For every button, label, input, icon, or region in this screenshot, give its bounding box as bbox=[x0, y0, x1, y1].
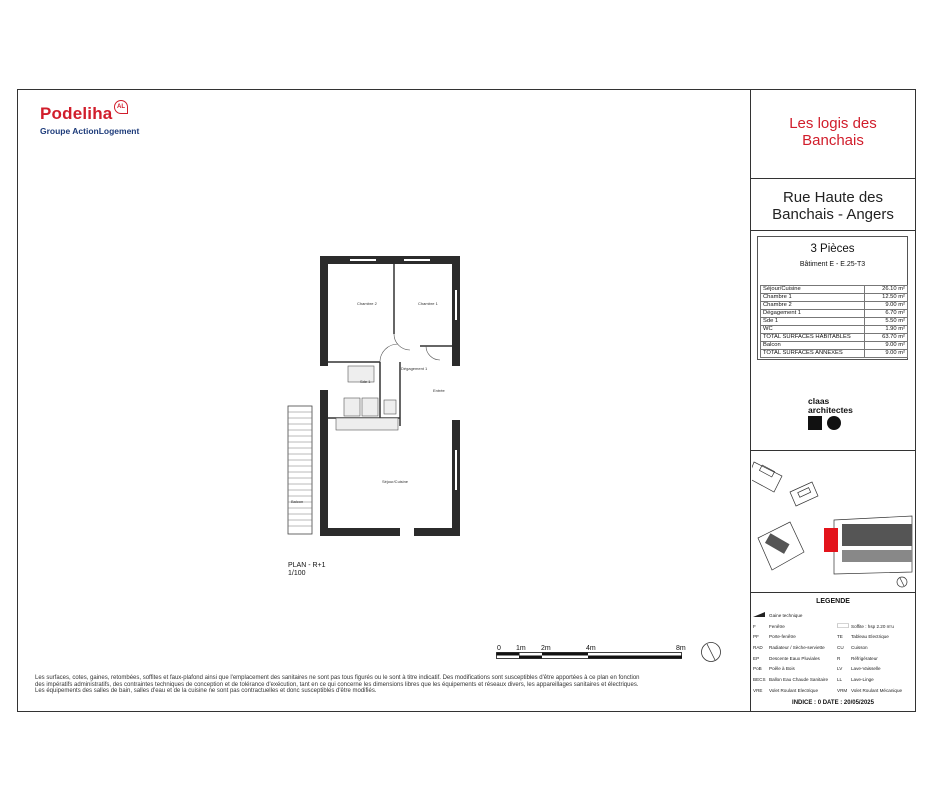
legend bbox=[753, 610, 913, 696]
logo-name: Podeliha bbox=[40, 104, 113, 123]
surface-label: Dégagement 1 bbox=[761, 310, 865, 318]
legend-desc: Cuisson bbox=[851, 644, 868, 650]
legend-desc: Soffite : hsp 2.20 m'u bbox=[851, 623, 894, 629]
legend-code: BECS bbox=[753, 676, 766, 682]
legend-code: VRM bbox=[837, 687, 848, 693]
legend-desc: Fenêtre bbox=[769, 623, 785, 629]
surface-value: 6.70 m² bbox=[865, 310, 908, 318]
address-line: Rue Haute des bbox=[782, 189, 884, 206]
legend-desc: Porte-fenêtre bbox=[769, 634, 796, 640]
legend-desc: Ballon Eau Chaude Sanitaire bbox=[769, 676, 828, 682]
legend-desc: Réfrigérateur bbox=[851, 655, 878, 661]
legend-desc: Volet Roulant Electrique bbox=[769, 687, 819, 693]
kitchen-fixtures bbox=[336, 366, 398, 430]
surface-label: TOTAL SURFACES ANNEXES bbox=[761, 350, 865, 358]
legend-row bbox=[753, 685, 913, 696]
surface-value: 9.00 m² bbox=[865, 342, 908, 350]
surface-value: 63.70 m² bbox=[865, 334, 908, 342]
table-row bbox=[761, 326, 908, 334]
plan-label bbox=[288, 562, 326, 578]
surface-value: 9.00 m² bbox=[865, 302, 908, 310]
title-block-divider bbox=[750, 450, 916, 451]
plan-level: PLAN - R+1 bbox=[288, 562, 326, 569]
architect-name: architectes bbox=[808, 405, 853, 415]
legend-desc: Gaine technique bbox=[769, 612, 803, 618]
surface-table bbox=[760, 285, 908, 358]
title-block-divider bbox=[750, 592, 916, 593]
legend-row bbox=[753, 653, 913, 664]
legend-code: EP bbox=[753, 655, 760, 661]
scale-label: 8m bbox=[676, 645, 686, 652]
surface-value: 5.50 m² bbox=[865, 318, 908, 326]
table-row bbox=[761, 350, 908, 358]
legend-row bbox=[753, 663, 913, 674]
podeliha-logo bbox=[40, 104, 139, 136]
legend-code: F bbox=[753, 623, 756, 629]
hatch-icon bbox=[837, 623, 849, 628]
legend-desc: Poêle à Bois bbox=[769, 666, 795, 672]
surface-label: Séjour/Cuisine bbox=[761, 286, 865, 294]
disclaimer bbox=[35, 675, 725, 695]
duct-icon bbox=[753, 612, 765, 617]
legend-row bbox=[753, 610, 913, 621]
room-label-degagement: Dégagement 1 bbox=[401, 366, 428, 371]
unit-reference: Bâtiment E - E.25-T3 bbox=[799, 261, 866, 268]
logo-badge: AL bbox=[114, 100, 128, 114]
disclaimer-line: Les équipements des salles de bain, salles d'eau et de la cuisine ne sont pas contractuelles et donc susceptibles d'être modifiés. bbox=[35, 688, 377, 695]
doors bbox=[380, 334, 440, 362]
table-row bbox=[761, 334, 908, 342]
room-label-chambre-2: Chambre 2 bbox=[357, 301, 377, 306]
floor-plan bbox=[280, 250, 480, 550]
legend-code: CU bbox=[837, 644, 844, 650]
surface-value: 12.50 m² bbox=[865, 294, 908, 302]
room-label-balcon: Balcon bbox=[291, 499, 304, 504]
table-row bbox=[761, 286, 908, 294]
table-row bbox=[761, 294, 908, 302]
legend-desc: Lave-Vaisselle bbox=[851, 666, 881, 672]
legend-row bbox=[753, 631, 913, 642]
address-line: Banchais - Angers bbox=[772, 206, 894, 223]
surface-value: 9.00 m² bbox=[865, 350, 908, 358]
disclaimer-line: Les surfaces, cotes, gaines, retombées, soffites et faux-plafond ainsi que l'emplacement des sanitaires ne sont pas tous figurés ou le sont à titre indicatif. Des modifications sont susceptibles d'être apportées à ce plan en fonction bbox=[35, 675, 640, 681]
table-row bbox=[761, 342, 908, 350]
legend-row bbox=[753, 674, 913, 685]
architect-name: claas bbox=[808, 396, 830, 406]
plan-scale: 1/100 bbox=[288, 570, 306, 577]
unit-type: 3 Pièces bbox=[810, 243, 855, 255]
legend-code: PF bbox=[753, 634, 759, 640]
site-plan-thumbnail bbox=[752, 452, 914, 590]
surface-label: Balcon bbox=[761, 342, 865, 350]
room-label-sejour: Séjour/Cuisine bbox=[382, 479, 409, 484]
table-row bbox=[761, 318, 908, 326]
legend-code: R bbox=[837, 655, 841, 661]
scale-label: 1m bbox=[516, 645, 526, 652]
legend-code: PoB bbox=[753, 666, 762, 672]
surface-label: WC bbox=[761, 326, 865, 334]
project-title bbox=[750, 115, 916, 149]
architect-mark-icon bbox=[808, 416, 844, 430]
legend-desc: Lave-Linge bbox=[851, 676, 874, 682]
project-title-line: Banchais bbox=[802, 132, 864, 149]
title-block-divider bbox=[750, 178, 916, 179]
legend-code: RAD bbox=[753, 644, 763, 650]
project-address bbox=[750, 189, 916, 223]
legend-row bbox=[753, 642, 913, 653]
legend-code bbox=[753, 612, 769, 618]
legend-desc: Tableau Electrique bbox=[851, 634, 889, 640]
table-row bbox=[761, 310, 908, 318]
scale-label: 0 bbox=[497, 645, 501, 652]
exterior-walls bbox=[320, 256, 460, 536]
surface-label: Chambre 1 bbox=[761, 294, 865, 302]
room-label-sde: Sde 1 bbox=[360, 379, 371, 384]
legend-code: VRE bbox=[753, 687, 763, 693]
title-block-divider bbox=[750, 230, 916, 231]
legend-title: LEGENDE bbox=[816, 598, 850, 605]
legend-code: LL bbox=[837, 676, 843, 682]
disclaimer-line: des impératifs administratifs, des contraintes techniques de conception et de tolérance d'exécution, tant en ce qui concerne les dimensions libres que les équipements et réseaux divers, les appareillages sanitaires et électriques. bbox=[35, 681, 639, 688]
legend-code: TE bbox=[837, 634, 843, 640]
room-label-chambre-1: Chambre 1 bbox=[418, 301, 438, 306]
surface-value: 1.90 m² bbox=[865, 326, 908, 334]
legend-desc: Radiateur / Sèche-serviette bbox=[769, 644, 825, 650]
surface-label: TOTAL SURFACES HABITABLES bbox=[761, 334, 865, 342]
logo-subtitle: Groupe ActionLogement bbox=[40, 126, 140, 136]
table-row bbox=[761, 302, 908, 310]
architect-logo bbox=[808, 397, 853, 415]
north-arrow-icon bbox=[700, 641, 722, 663]
surface-value: 26.10 m² bbox=[865, 286, 908, 294]
indice-date: INDICE : 0 DATE : 20/05/2025 bbox=[792, 700, 874, 706]
unit-location-highlight bbox=[824, 528, 838, 552]
legend-desc: Volet Roulant Mécanique bbox=[851, 687, 903, 693]
legend-code bbox=[837, 623, 851, 629]
surface-label: Chambre 2 bbox=[761, 302, 865, 310]
legend-desc: Descente Eaux Pluviales bbox=[769, 655, 820, 661]
scale-label: 4m bbox=[586, 645, 596, 652]
room-label-entree: Entrée bbox=[433, 388, 445, 393]
legend-code: LV bbox=[837, 666, 843, 672]
scale-label: 2m bbox=[541, 645, 551, 652]
project-title-line: Les logis des bbox=[789, 115, 877, 132]
surface-label: Sde 1 bbox=[761, 318, 865, 326]
legend-row bbox=[753, 621, 913, 632]
scale-bar bbox=[496, 652, 686, 660]
balcony bbox=[288, 406, 312, 534]
